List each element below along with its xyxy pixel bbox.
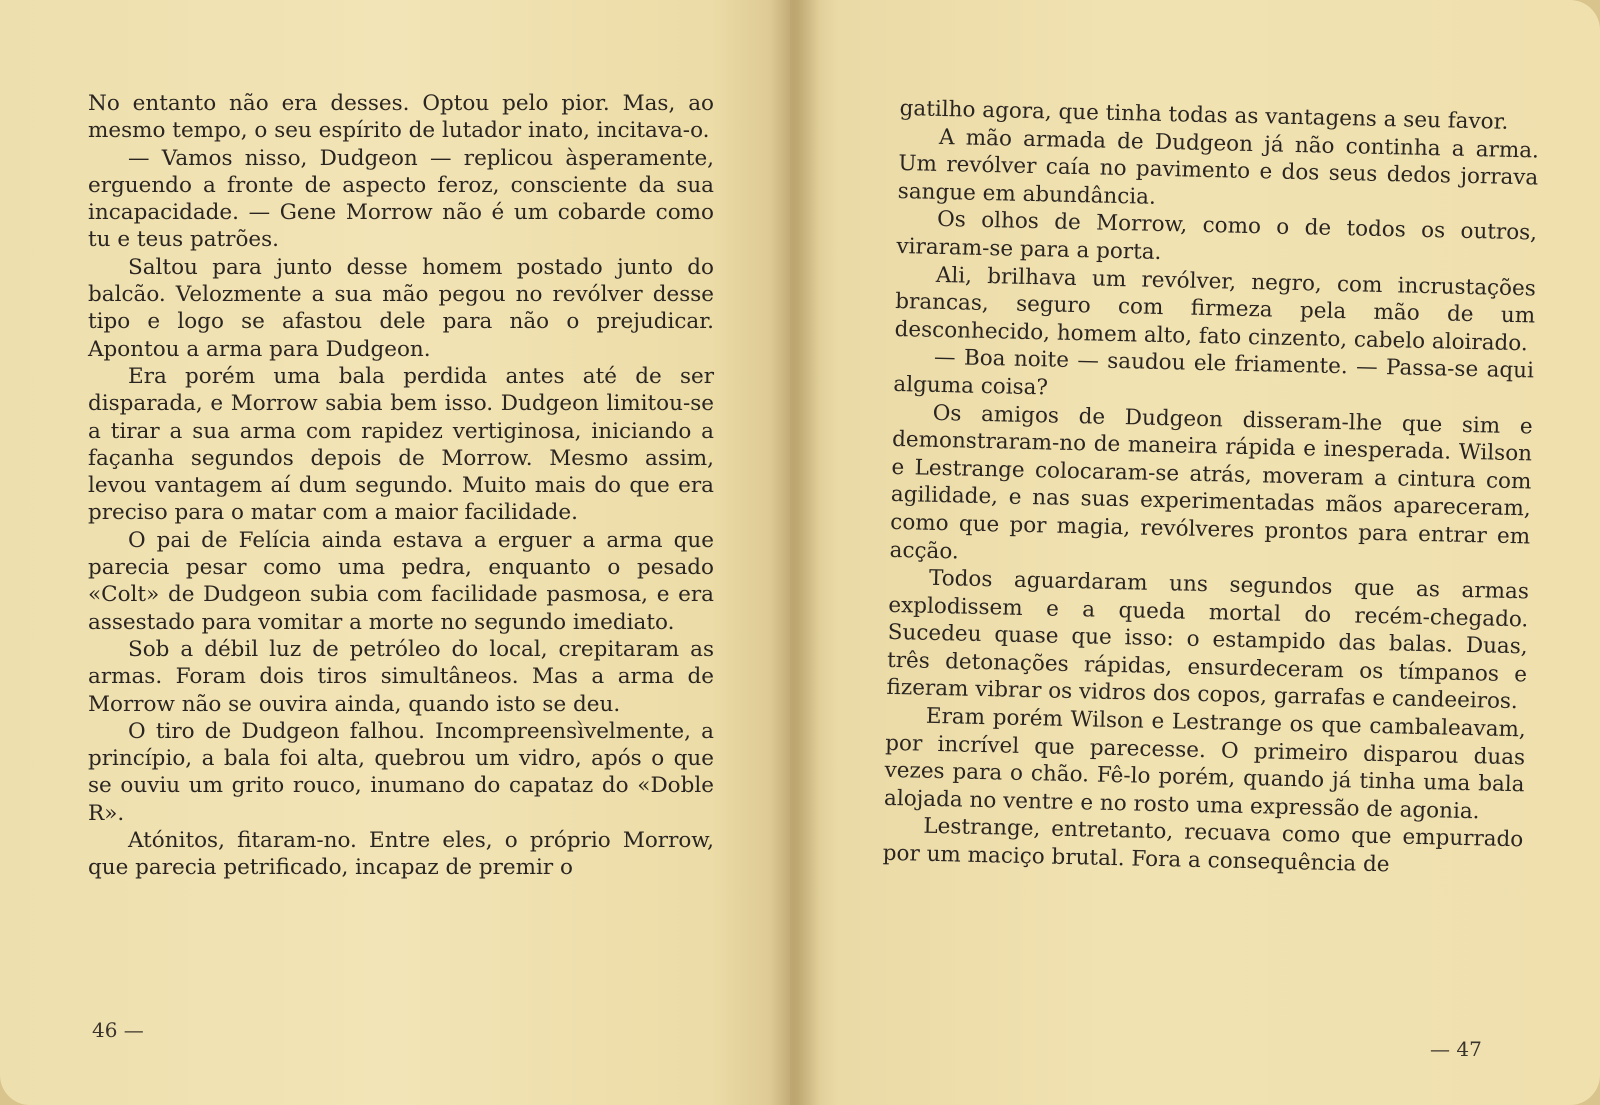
book-gutter (770, 0, 820, 1105)
paragraph: Atónitos, fitaram-no. Entre eles, o próprio Morrow, que parecia petrificado, incapaz de premir o (88, 828, 714, 881)
paragraph: No entanto não era desses. Optou pelo pior. Mas, ao mesmo tempo, o seu espírito de lutador inato, incitava-o. (88, 91, 714, 144)
paragraph: — Vamos nisso, Dudgeon — replicou àsperamente, erguendo a fronte de aspecto feroz, consciente da sua incapacidade. — Gene Morrow não é um cobarde como tu e teus patrões. (88, 145, 714, 253)
page-number-left: 46 — (92, 1018, 144, 1042)
paragraph: Lestrange, entretanto, recuava como que empurrado por um maciço brutal. Fora a consequência de (882, 814, 1524, 878)
paragraph: Sob a débil luz de petróleo do local, crepitaram as armas. Foram dois tiros simultâneos. Mas a arma de Morrow não se ouvira ainda, quando isto se deu. (88, 636, 714, 717)
page-number-right: — 47 (1430, 1037, 1482, 1061)
left-page-text (88, 90, 714, 882)
right-page-text (882, 95, 1539, 882)
paragraph: Eram porém Wilson e Lestrange os que cambaleavam, por incrível que parecesse. O primeiro disparou duas vezes para o chão. Fê-lo porém, quando já tinha uma bala alojada no ventre e no rosto uma expressão de agonia. (883, 703, 1527, 825)
paragraph: O tiro de Dudgeon falhou. Incompreensìvelmente, a princípio, a bala foi alta, quebrou um vidro, após o que se ouviu um grito rouco, inumano do capataz do «Doble R». (88, 718, 714, 826)
left-page (0, 0, 790, 1105)
paragraph-continuation: gatilho agora, que tinha todas as vantagens a seu favor. (899, 95, 1509, 135)
paragraph: Ali, brilhava um revólver, negro, com incrustações brancas, seguro com firmeza pela mão de um desconhecido, homem alto, fato cinzento, cabelo aloirado. (894, 262, 1537, 357)
paragraph: — Boa noite — saudou ele friamente. — Passa-se aqui alguma coisa? (893, 345, 1535, 401)
paragraph: Saltou para junto desse homem postado junto do balcão. Velozmente a sua mão pegou no revólver desse tipo e logo se afastou dele para não o prejudicar. Apontou a arma para Dudgeon. (88, 254, 714, 362)
paragraph: Era porém uma bala perdida antes até de ser disparada, e Morrow sabia bem isso. Dudgeon limitou-se a tirar a sua arma com rapidez vertiginosa, iniciando a façanha segundos depois de Morrow. Mesmo assim, levou vantagem aí dum segundo. Muito mais do que era preciso para o matar com a maior facilidade. (88, 363, 714, 526)
paragraph: A mão armada de Dudgeon já não continha a arma. Um revólver caía no pavimento e dos seus dedos jorrava sangue em abundância. (897, 124, 1540, 210)
paragraph: Os olhos de Morrow, como o de todos os outros, viraram-se para a porta. (896, 207, 1538, 265)
paragraph: Os amigos de Dudgeon disseram-lhe que sim e demonstraram-no de maneira rápida e inesperada. Wilson e Lestrange colocaram-se atrás, moveram a cintura com agilidade, e nas suas experimentadas mãos apareceram, como que por magia, revólveres prontos para entrar em acção. (889, 400, 1533, 564)
paragraph: Todos aguardaram uns segundos que as armas explodissem e a queda mortal do recém-chegado. Sucedeu quase que isso: o estampido das balas. Duas, três detonações rápidas, ensurdeceram os tímpanos e fizeram vibrar os vidros dos copos, garrafas e candeeiros. (886, 565, 1530, 715)
paragraph: O pai de Felícia ainda estava a erguer a arma que parecia pesar como uma pedra, enquanto o pesado «Colt» de Dudgeon subia com facilidade pasmosa, e era assestado para vomitar a morte no segundo imediato. (88, 527, 714, 635)
